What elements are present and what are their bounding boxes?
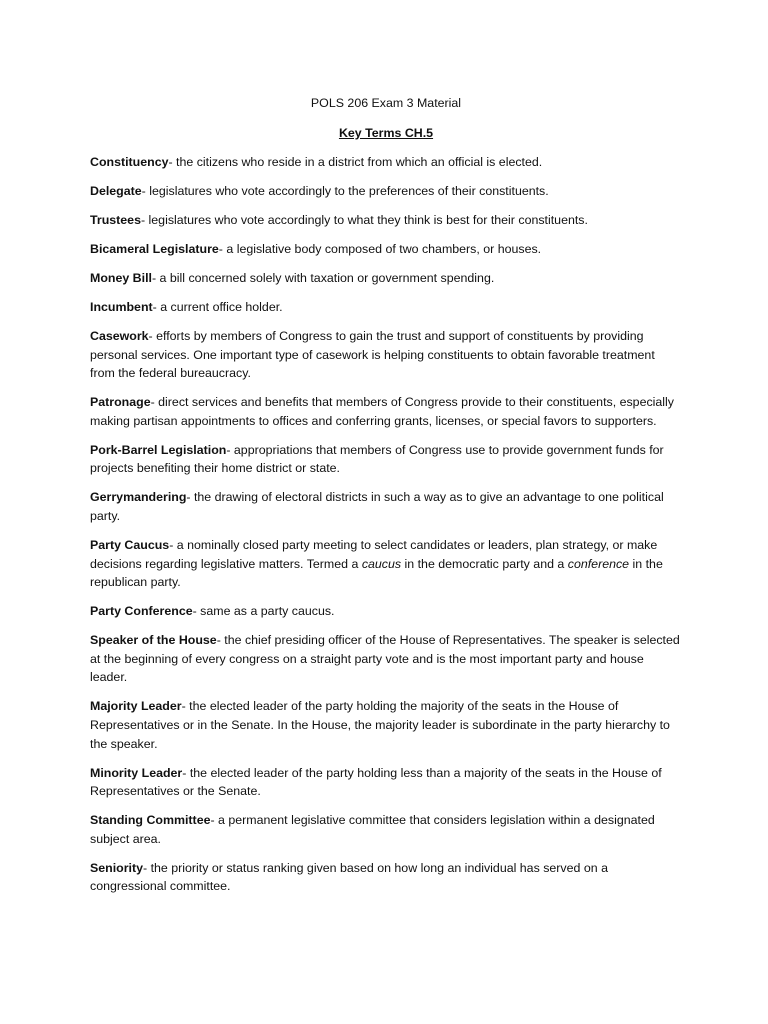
section-title: Key Terms CH.5: [338, 125, 434, 140]
term-name: Trustees: [90, 213, 141, 228]
term-entry-constituency: [90, 153, 682, 172]
term-definition: - efforts by members of Congress to gain the trust and support of constituents by providing personal services. One important type of casework is helping constituents to obtain favorable treatment from the federal bureaucracy.: [90, 329, 655, 381]
term-definition: - a legislative body composed of two chambers, or houses.: [218, 242, 542, 257]
term-definition: - the elected leader of the party holding less than a majority of the seats in the House of Representatives or the Senate.: [90, 765, 662, 799]
term-definition: - a bill concerned solely with taxation or government spending.: [151, 271, 495, 286]
term-entry-party-caucus: [90, 536, 682, 592]
term-entry-standing-committee: [90, 811, 682, 848]
term-definition: - the citizens who reside in a district from which an official is elected.: [168, 155, 543, 170]
term-name: Casework: [90, 329, 149, 344]
term-definition: - same as a party caucus.: [192, 604, 335, 619]
term-definition: - the drawing of electoral districts in such a way as to give an advantage to one political party.: [90, 490, 664, 524]
term-name: Seniority: [90, 860, 144, 875]
term-name: Incumbent: [90, 300, 153, 315]
term-definition: - the elected leader of the party holding the majority of the seats in the House of Representatives or in the Senate. In the House, the majority leader is subordinate in the party hierarchy to the speaker.: [90, 699, 670, 751]
term-entry-gerrymandering: [90, 488, 682, 525]
term-entry-pork-barrel-legislation: [90, 441, 682, 478]
term-definition: - the priority or status ranking given based on how long an individual has served on a congressional committee.: [90, 860, 608, 894]
term-definition: in the democratic party and a: [401, 556, 568, 571]
document-title: POLS 206 Exam 3 Material: [310, 96, 462, 110]
term-entry-money-bill: [90, 269, 682, 288]
term-name: Party Caucus: [90, 538, 170, 552]
term-definition: - the chief presiding officer of the House of Representatives. The speaker is selected at the beginning of every congress on a straight party vote and is the most important party and house leader.: [90, 633, 680, 685]
term-name: Party Conference: [90, 604, 193, 619]
term-definition: - a nominally closed party meeting to select candidates or leaders, plan strategy, or make decisions regarding legislative matters. Termed a: [90, 538, 658, 571]
document-page: [90, 94, 682, 906]
term-definition: - legislatures who vote accordingly to the preferences of their constituents.: [141, 184, 549, 199]
term-entry-minority-leader: [90, 764, 682, 801]
term-definition: - a current office holder.: [152, 300, 283, 315]
term-name: Speaker of the House: [90, 633, 217, 648]
term-entry-casework: [90, 327, 682, 383]
term-emphasis-caucus: caucus: [361, 556, 402, 571]
term-name: Pork-Barrel Legislation: [90, 442, 227, 457]
term-name: Patronage: [90, 395, 151, 410]
term-name: Gerrymandering: [90, 490, 187, 505]
term-name: Standing Committee: [90, 813, 211, 828]
term-name: Bicameral Legislature: [90, 242, 219, 257]
term-emphasis-conference: conference: [567, 556, 630, 571]
term-definition: in the republican party.: [90, 556, 663, 590]
term-definition: - legislatures who vote accordingly to what they think is best for their constituents.: [140, 213, 588, 228]
term-entry-majority-leader: [90, 697, 682, 753]
term-entry-seniority: [90, 859, 682, 896]
term-name: Delegate: [90, 184, 142, 199]
term-entry-incumbent: [90, 298, 682, 317]
term-definition: - direct services and benefits that members of Congress provide to their constituents, especially making partisan appointments to offices and conferring grants, licenses, or special favors to supporters.: [90, 395, 675, 428]
term-entry-delegate: [90, 182, 682, 201]
term-entry-patronage: [90, 393, 682, 430]
term-entry-trustees: [90, 211, 682, 230]
term-name: Constituency: [90, 155, 169, 170]
term-definition: - a permanent legislative committee that considers legislation within a designated subject area.: [90, 813, 655, 846]
term-entry-bicameral-legislature: [90, 240, 682, 259]
term-name: Minority Leader: [90, 765, 183, 780]
term-entry-party-conference: [90, 602, 682, 621]
term-definition: - appropriations that members of Congress use to provide government funds for projects benefiting their home district or state.: [90, 442, 664, 476]
term-name: Majority Leader: [90, 699, 182, 714]
term-entry-speaker-of-the-house: [90, 631, 682, 687]
term-name: Money Bill: [90, 271, 152, 286]
